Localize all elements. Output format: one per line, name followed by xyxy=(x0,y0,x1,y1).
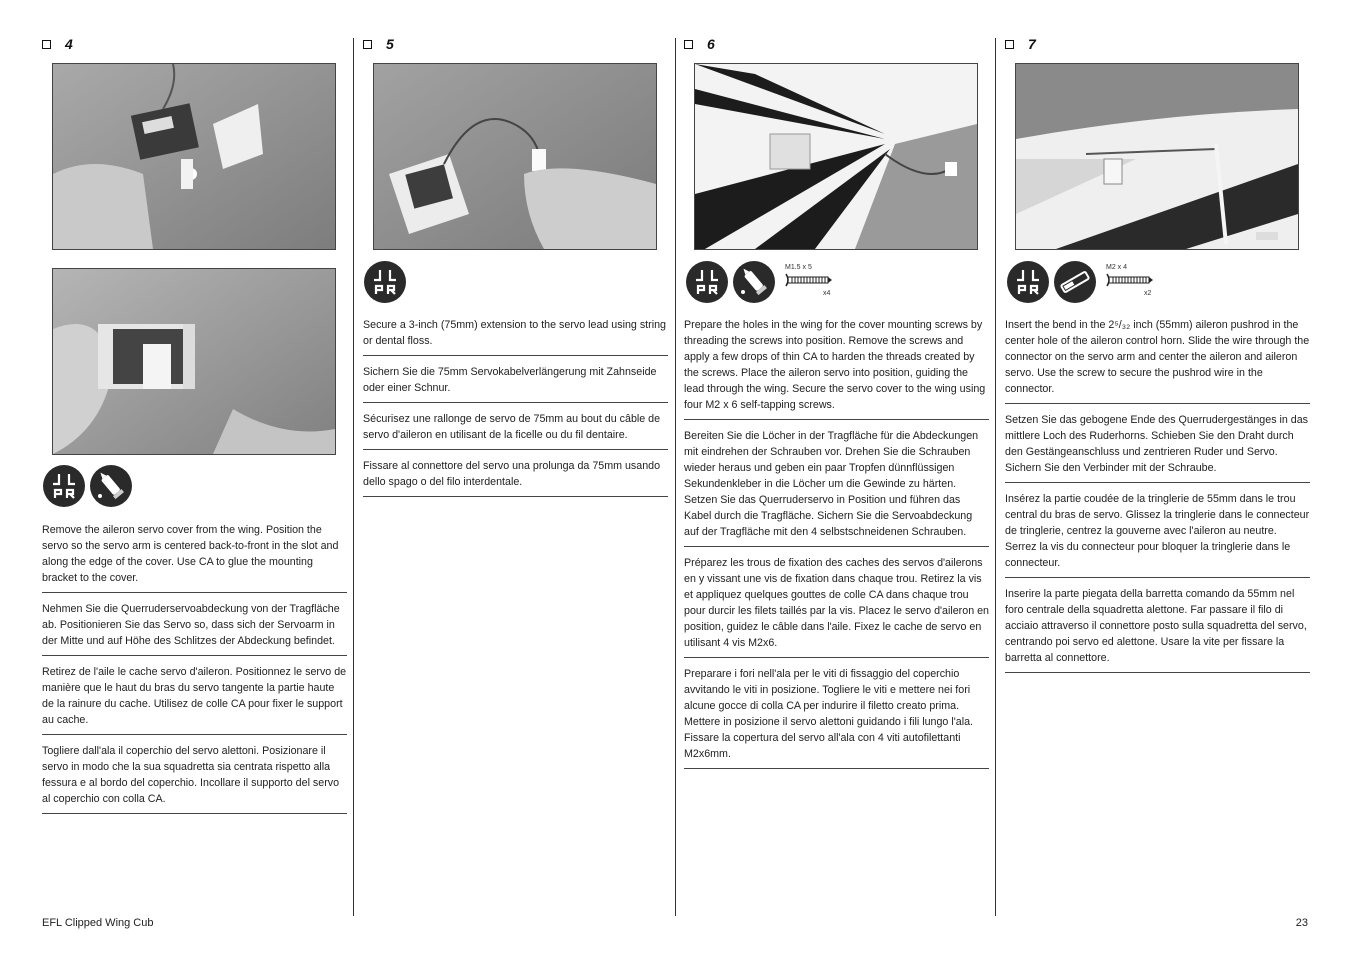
screw-size: M1.5 x 5 xyxy=(785,264,812,271)
footer-manual-title: EFL Clipped Wing Cub xyxy=(42,917,154,929)
step-5-header xyxy=(363,36,394,52)
step-7-photo-aileron-pushrod xyxy=(1015,63,1299,250)
step-5-instructions xyxy=(363,315,668,503)
step-4-header xyxy=(42,36,73,52)
step-4-text-italian: Togliere dall'ala il coperchio del servo alettoni. Posizionare il servo in modo che la sua squadretta sia centrata rispetto alla fessura e al bordo del coperchio. Incollare il supporto del servo al coperchio con colla CA. xyxy=(42,741,347,814)
step-6-text-german: Bereiten Sie die Löcher in der Tragfläche für die Abdeckungen mit eindrehen der Schrauben vor. Drehen Sie die Schrauben wieder heraus und geben ein paar Tropfen dünnflüssigen Sekundenkleber in die Löcher um die Gewinde zu härten. Setzen Sie das Querruderservo in Position und führen das Kabel durch die Tragfläche. Sichern Sie die Servoabdeckung auf der Tragfläche mit den 4 selbstschneidenen Schrauben. xyxy=(684,426,989,547)
screw-quantity: x2 xyxy=(1144,290,1152,297)
step-4-text-german: Nehmen Sie die Querruderservoabdeckung von der Tragfläche ab. Positionieren Sie das Servo so, dass sich der Servoarm in der Mitte und auf Höhe des Schlitzes der Abdeckung befindet. xyxy=(42,599,347,656)
step-5-text-italian: Fissare al connettore del servo una prolunga da 75mm usando dello spago o del filo interdentale. xyxy=(363,456,668,497)
footer-page-number: 23 xyxy=(1295,917,1308,929)
step-6-text-italian: Preparare i fori nell'ala per le viti di fissaggio del coperchio avvitando le viti in posizione. Togliere le viti e mettere nei fori alcune gocce di colla CA per indurire il filetto creato prima. Mettere in posizione il servo alettoni guidando i fili lungo l'ala. Fissare la copertura del servo all'ala con 4 viti autofilettanti M2x6mm. xyxy=(684,664,989,769)
step-6-text-english: Prepare the holes in the wing for the cover mounting screws by threading the screws into position. Remove the screws and apply a few drops of thin CA to harden the threads created by the screws. Place the aileron servo into position, guiding the lead through the wing. Secure the servo cover to the wing using four M2 x 6 self-tapping screws. xyxy=(684,315,989,420)
column-divider xyxy=(353,38,354,916)
step-5-number: 5 xyxy=(386,36,394,52)
step-7-text-french: Insérez la partie coudée de la tringlerie de 55mm dans le trou central du bras de servo. Glissez la tringlerie dans le connecteur de tringlerie, centrez la gouverne avec l'aileron au neutre. Serrez la vis du connecteur pour bloquer la tringlerie dans le connecteur. xyxy=(1005,489,1310,578)
step-6-text-french: Préparez les trous de fixation des caches des servos d'ailerons en y vissant une vis de fixation dans chaque trou. Retirez la vis et appliquez quelques gouttes de colle CA dans chaque trou pour durcir les filets taillés par la vis. Placez le servo d'aileron en position, guidez le câble dans l'aile. Fixez le cache de servo en utilisant 4 vis M2x6. xyxy=(684,553,989,658)
ca-glue-icon xyxy=(733,261,775,303)
step-4-photo-servo-bracket xyxy=(52,63,336,250)
step-7-text-english: Insert the bend in the 2⁵/₃₂ inch (55mm) aileron pushrod in the center hole of the aileron control horn. Slide the wire through the connector on the servo arm and center the aileron and aileron servo. Use the screw to secure the pushrod wire in the connector. xyxy=(1005,315,1310,404)
step-6-tool-icons xyxy=(686,261,839,303)
column-divider xyxy=(995,38,996,916)
step-7-screw-spec xyxy=(1104,264,1160,300)
step-5-tool-icons xyxy=(364,261,406,303)
screw-size: M2 x 4 xyxy=(1106,264,1128,271)
step-4-tool-icons xyxy=(43,465,132,507)
step-6-instructions xyxy=(684,315,989,775)
step-6-photo-wing-servo-cover xyxy=(694,63,978,250)
step-6-screw-spec xyxy=(783,264,839,300)
step-4-instructions xyxy=(42,520,347,820)
column-divider xyxy=(675,38,676,916)
disassemble-icon xyxy=(364,261,406,303)
step-4-text-english: Remove the aileron servo cover from the wing. Position the servo so the servo arm is centered back-to-front in the slot and along the edge of the cover. Use CA to glue the mounting bracket to the cover. xyxy=(42,520,347,593)
step-4-checkbox[interactable] xyxy=(42,40,51,49)
ca-glue-icon xyxy=(90,465,132,507)
step-5-text-german: Sichern Sie die 75mm Servokabelverlängerung mit Zahnseide oder einer Schnur. xyxy=(363,362,668,403)
disassemble-icon xyxy=(43,465,85,507)
disassemble-icon xyxy=(1007,261,1049,303)
step-7-text-italian: Inserire la parte piegata della barretta comando da 55mm nel foro centrale della squadretta alettone. Far passare il filo di acciaio attraverso il connettore posto sulla squadretta del servo, centrando poi servo ed alettone. Usare la vite per fissare la barretta al connettore. xyxy=(1005,584,1310,673)
screw-quantity: x4 xyxy=(823,290,831,297)
step-7-instructions xyxy=(1005,315,1310,679)
screw-icon xyxy=(1106,273,1154,287)
step-6-header xyxy=(684,36,715,52)
pliers-icon xyxy=(1054,261,1096,303)
step-5-text-english: Secure a 3-inch (75mm) extension to the servo lead using string or dental floss. xyxy=(363,315,668,356)
step-5-photo-extension-lead xyxy=(373,63,657,250)
step-4-text-french: Retirez de l'aile le cache servo d'aileron. Positionnez le servo de manière que le haut du bras du servo tangente la partie haute de la rainure du cache. Utilisez de colle CA pour fixer le support au cache. xyxy=(42,662,347,735)
step-7-number: 7 xyxy=(1028,36,1036,52)
step-7-text-german: Setzen Sie das gebogene Ende des Querrudergestänges in das mittlere Loch des Ruderhorns. Schieben Sie den Draht durch den Gestängeanschluss und zentrieren Ruder und Servo. Sichern Sie den Verbinder mit der Schraube. xyxy=(1005,410,1310,483)
step-4-number: 4 xyxy=(65,36,73,52)
step-4-photo-servo-cover xyxy=(52,268,336,455)
step-6-checkbox[interactable] xyxy=(684,40,693,49)
step-5-text-french: Sécurisez une rallonge de servo de 75mm au bout du câble de servo d'aileron en utilisant de la ficelle ou du fil dentaire. xyxy=(363,409,668,450)
disassemble-icon xyxy=(686,261,728,303)
step-7-tool-icons xyxy=(1007,261,1160,303)
screw-icon xyxy=(785,273,833,287)
step-6-number: 6 xyxy=(707,36,715,52)
step-7-header xyxy=(1005,36,1036,52)
step-7-checkbox[interactable] xyxy=(1005,40,1014,49)
step-5-checkbox[interactable] xyxy=(363,40,372,49)
